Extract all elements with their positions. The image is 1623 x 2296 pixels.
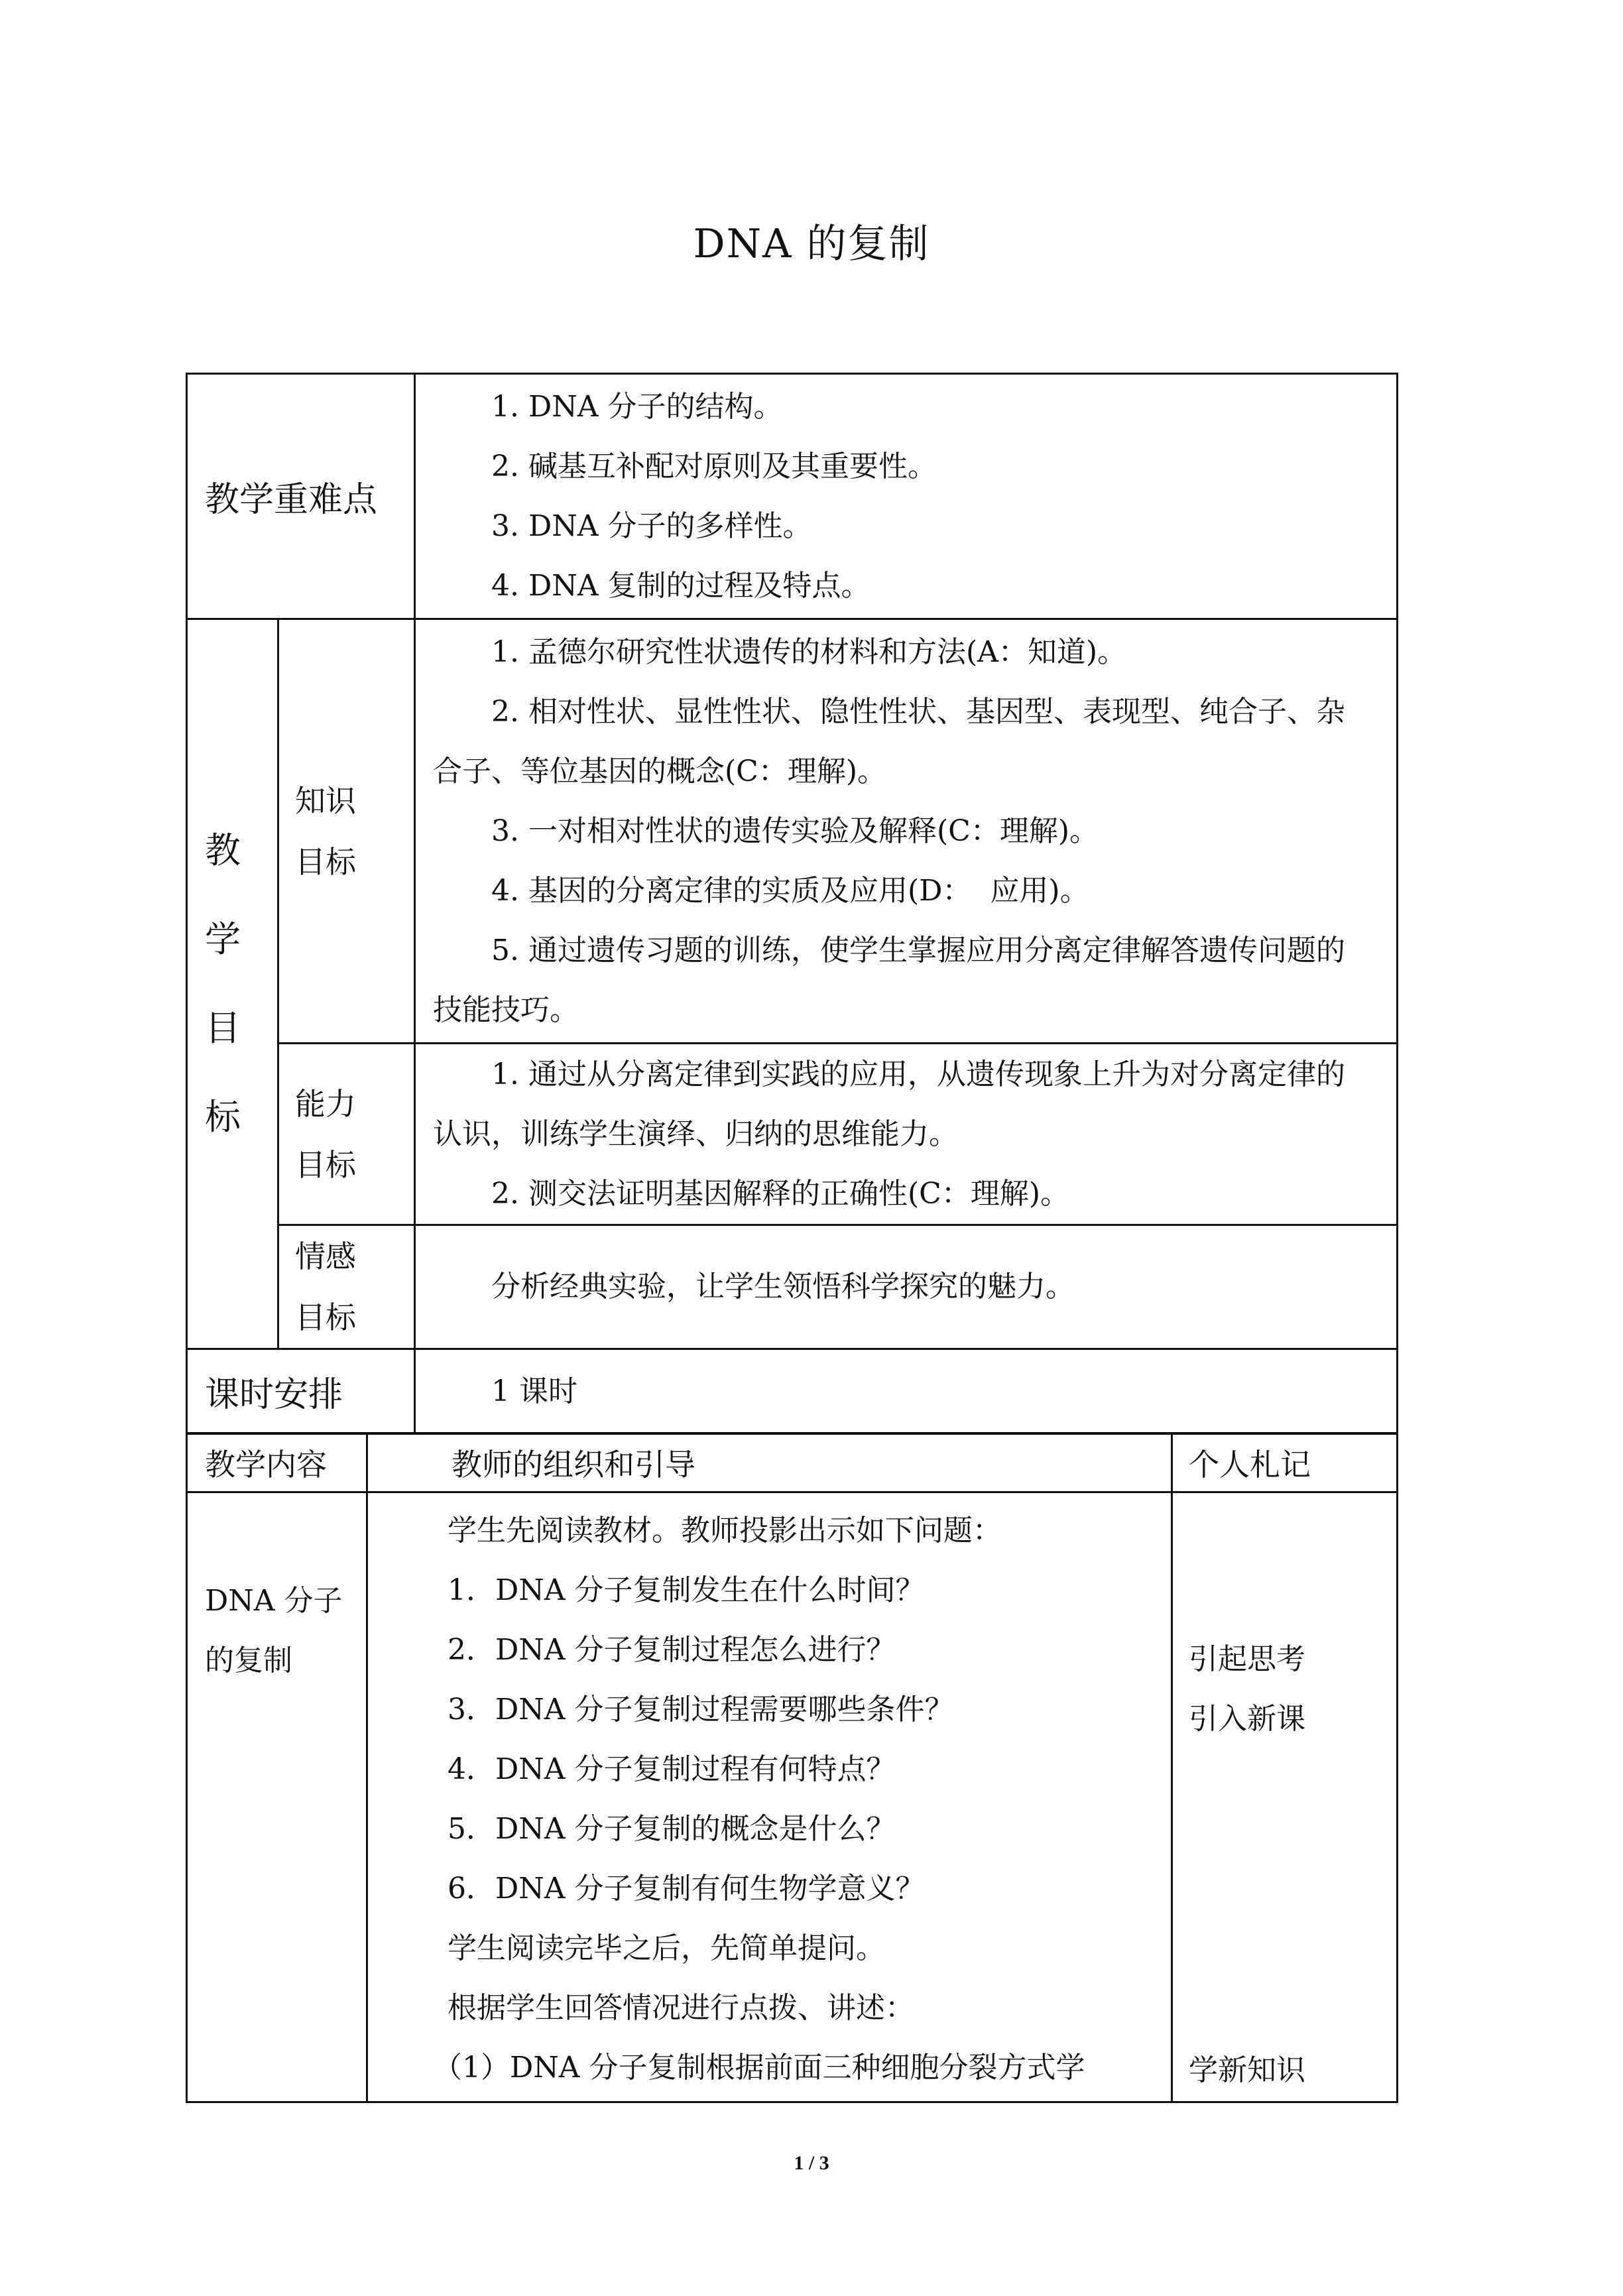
guide-cell [367,1492,1172,2102]
ability-item: 1. 通过从分离定律到实践的应用，从遗传现象上升为对分离定律的认识，训练学生演绎、归纳的思维能力。 [433,1057,1345,1151]
guide-line: 根据学生回答情况进行点拨、讲述： [448,1991,914,2025]
guide-line: 6．DNA 分子复制有何生物学意义？ [448,1872,925,1905]
emotion-content [415,1225,1398,1349]
knowledge-label-line: 目标 [295,843,356,880]
ability-content [415,1044,1398,1225]
guide-line: 5．DNA 分子复制的概念是什么？ [448,1812,896,1846]
emotion-objectives-row [187,1225,1398,1349]
notes-line: 引入新课 [1189,1702,1305,1736]
header-content: 教学内容 [187,1433,367,1492]
notes-line: 引起思考 [1189,1642,1305,1676]
notes-cell [1172,1492,1398,2102]
ability-objectives-row [187,1044,1398,1225]
ability-label-line: 能力 [295,1085,356,1122]
schedule-label: 课时安排 [187,1349,415,1434]
header-guide: 教师的组织和引导 [367,1433,1172,1492]
objectives-label [187,619,278,1349]
knowledge-label-line: 知识 [295,782,356,819]
guide-line: 学生阅读完毕之后，先简单提问。 [448,1931,885,1965]
page-title: DNA 的复制 [693,221,930,267]
key-point-item: 3. DNA 分子的多样性。 [491,509,812,543]
knowledge-item: 5. 通过遗传习题的训练，使学生掌握应用分离定律解答遗传问题的技能技巧。 [433,933,1345,1027]
ability-item: 2. 测交法证明基因解释的正确性(C：理解)。 [491,1176,1069,1211]
schedule-content [415,1349,1398,1434]
header-notes: 个人札记 [1172,1433,1398,1492]
page-number: 1 / 3 [794,2152,829,2174]
notes-line: 学新知识 [1189,2053,1305,2087]
knowledge-label [278,619,415,1044]
objectives-label-char: 教 [205,829,241,871]
key-point-item: 1. DNA 分子的结构。 [491,389,783,424]
emotion-label-line: 情感 [295,1239,356,1274]
guide-line: 学生先阅读教材。教师投影出示如下问题： [448,1514,1002,1547]
emotion-text: 分析经典实验，让学生领悟科学探究的魅力。 [491,1270,1075,1303]
knowledge-objectives-row [187,619,1398,1044]
guide-line: （1）DNA 分子复制根据前面三种细胞分裂方式学 [433,2051,1085,2085]
objectives-label-char: 学 [205,918,241,960]
schedule-row [187,1349,1398,1434]
emotion-label [278,1225,415,1349]
guide-line: 3．DNA 分子复制过程需要哪些条件？ [448,1693,954,1726]
knowledge-item: 1. 孟德尔研究性状遗传的材料和方法(A：知道)。 [491,634,1127,669]
schedule-value: 1 课时 [491,1374,577,1408]
guide-line: 2．DNA 分子复制过程怎么进行？ [448,1633,896,1667]
key-point-item: 2. 碱基互补配对原则及其重要性。 [491,449,937,483]
knowledge-item: 4. 基因的分离定律的实质及应用(D： 应用)。 [491,873,1089,908]
process-body-row [187,1492,1398,2102]
process-header-row [187,1433,1398,1492]
content-cell [187,1492,367,2102]
ability-label-line: 目标 [295,1146,356,1183]
ability-label [278,1044,415,1225]
objectives-label-char: 目 [205,1007,241,1049]
emotion-label-line: 目标 [295,1299,356,1335]
content-label-line: DNA 分子 [205,1584,343,1618]
key-points-content [415,374,1398,619]
knowledge-content [415,619,1398,1044]
knowledge-item: 2. 相对性状、显性性状、隐性性状、基因型、表现型、纯合子、杂合子、等位基因的概念(C：理解)。 [433,694,1345,788]
objectives-label-char: 标 [205,1096,241,1138]
key-points-row [187,374,1398,619]
teaching-process-table [186,1432,1398,2103]
notes-group [1189,1630,1305,1749]
guide-line: 4．DNA 分子复制过程有何特点？ [448,1752,896,1786]
content-label-line: 的复制 [205,1644,292,1677]
knowledge-item: 3. 一对相对性状的遗传实验及解释(C：理解)。 [491,814,1099,848]
key-points-label: 教学重难点 [187,374,415,619]
lesson-plan-table [186,373,1398,1435]
key-point-item: 4. DNA 复制的过程及特点。 [491,568,871,603]
guide-line: 1．DNA 分子复制发生在什么时间？ [448,1573,925,1607]
